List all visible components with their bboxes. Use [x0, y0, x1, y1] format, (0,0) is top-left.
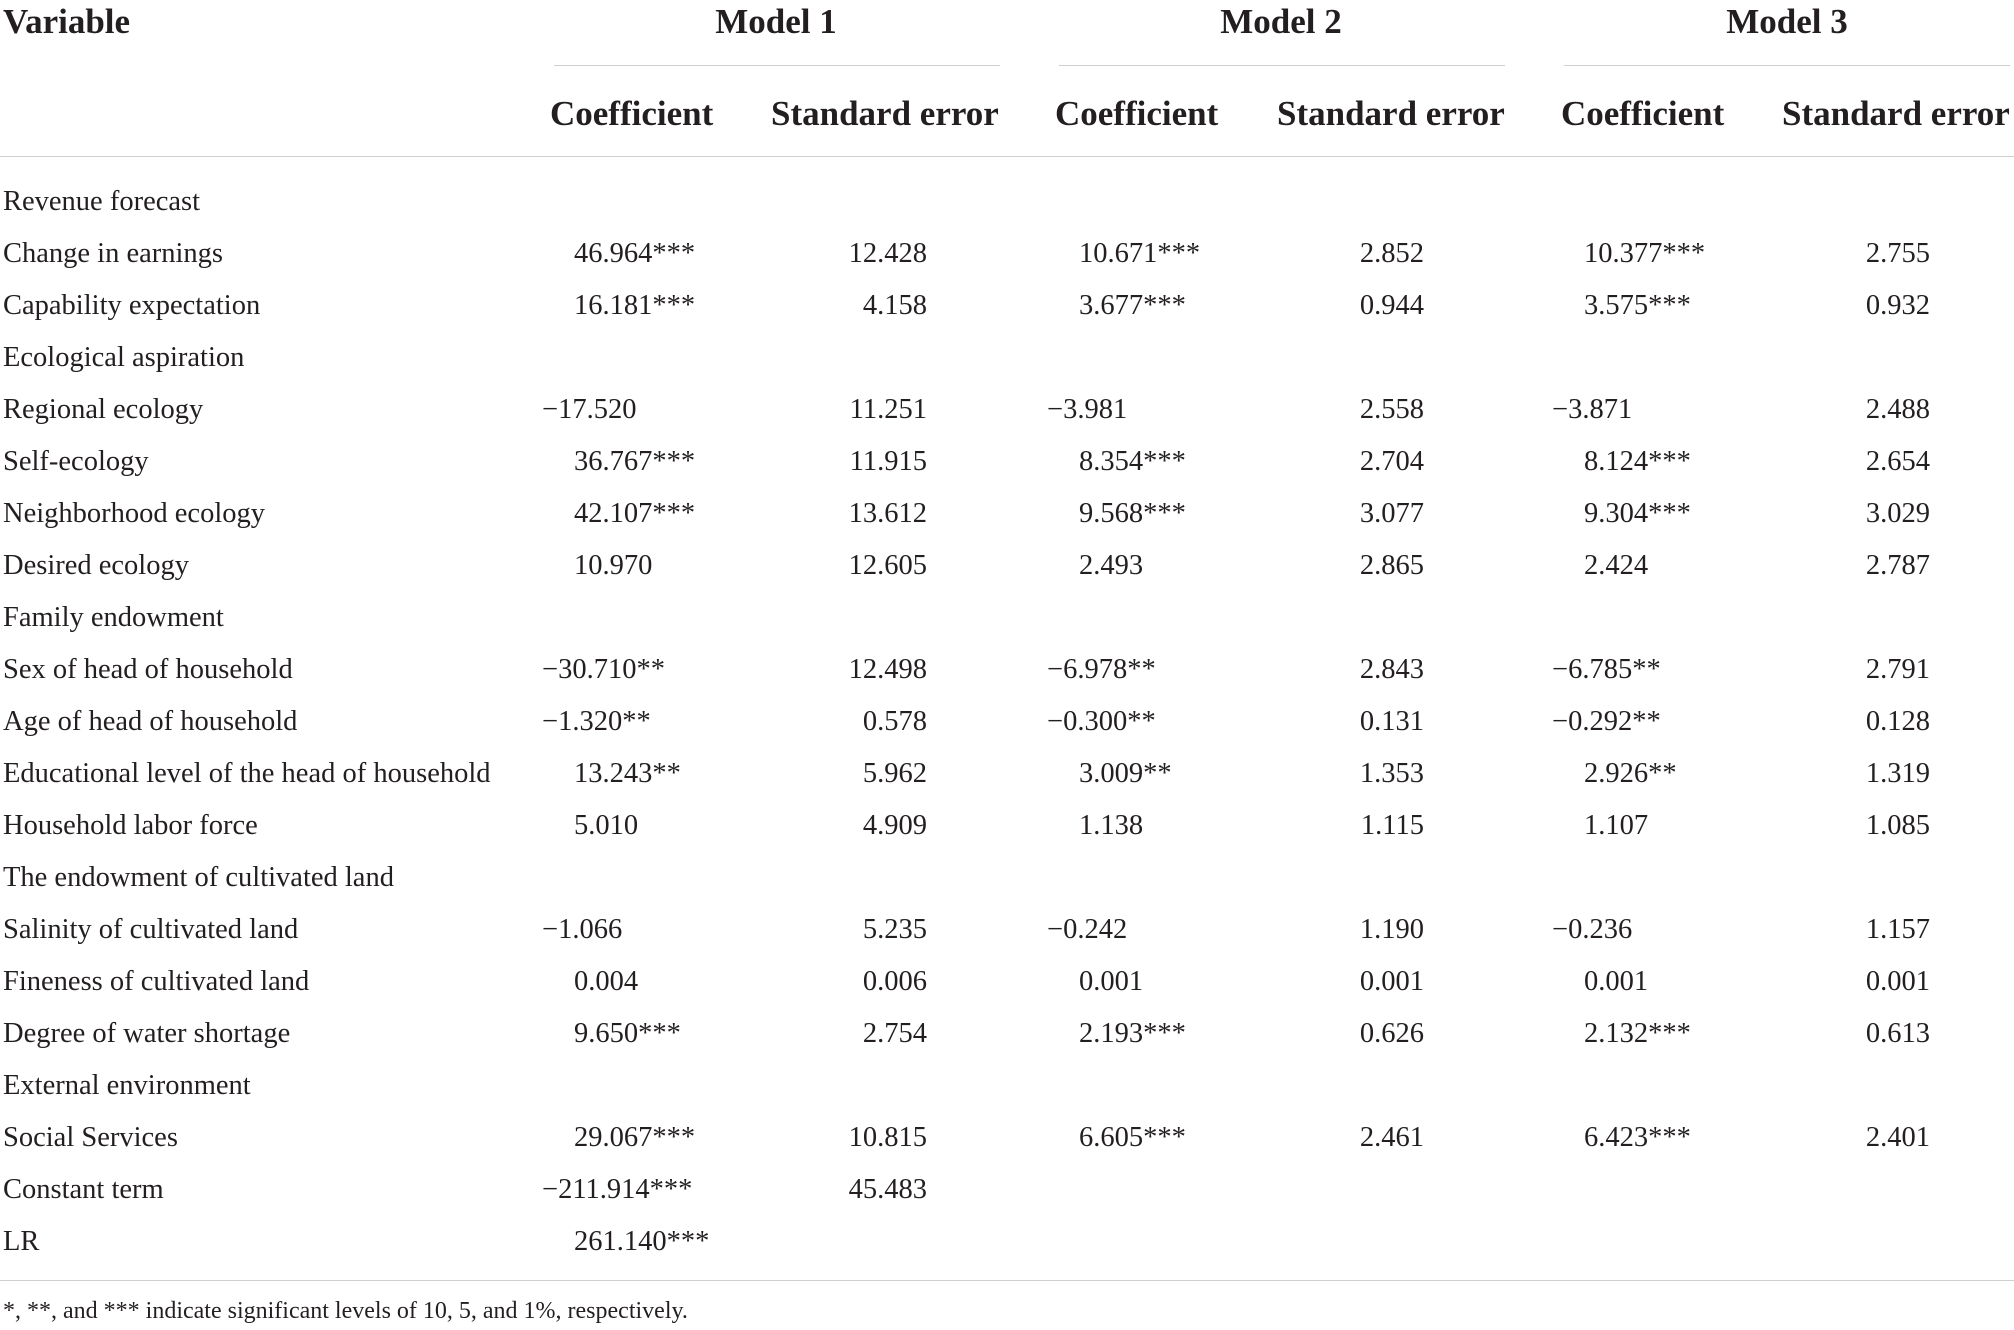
cell-coefficient-1: 9.650***	[574, 1018, 681, 1049]
cell-coefficient-2: −3.981	[1047, 394, 1128, 425]
subheader-coefficient-1: Coefficient	[550, 94, 714, 133]
cell-standard-error-2: 2.558	[1359, 394, 1424, 425]
cell-coefficient-3: 8.124***	[1584, 446, 1691, 477]
variable-header: Variable	[3, 2, 131, 41]
row-label: Desired ecology	[3, 550, 189, 581]
cell-coefficient-3: 2.926**	[1584, 758, 1677, 789]
subheader-coefficient-3: Coefficient	[1561, 94, 1725, 133]
row-label: Fineness of cultivated land	[3, 966, 310, 997]
cell-coefficient-3: 10.377***	[1584, 238, 1706, 269]
cell-standard-error-3: 2.755	[1865, 238, 1930, 269]
cell-coefficient-3: −6.785**	[1552, 654, 1661, 685]
row-label: LR	[3, 1226, 40, 1257]
row-label: Self-ecology	[3, 446, 149, 477]
row-label: Revenue forecast	[3, 186, 201, 217]
cell-standard-error-2: 2.704	[1359, 446, 1424, 477]
model-2-header: Model 2	[1220, 2, 1342, 41]
row-label: The endowment of cultivated land	[3, 862, 394, 893]
cell-coefficient-2: 10.671***	[1079, 238, 1201, 269]
cell-standard-error-1: 0.578	[862, 706, 927, 737]
row-label: Constant term	[3, 1174, 164, 1205]
cell-standard-error-1: 4.909	[862, 810, 927, 841]
row-label: Social Services	[3, 1122, 178, 1153]
row-label: Ecological aspiration	[3, 342, 245, 373]
cell-coefficient-2: 3.677***	[1079, 290, 1186, 321]
cell-standard-error-3: 2.654	[1865, 446, 1930, 477]
cell-standard-error-3: 0.001	[1865, 966, 1930, 997]
subheader-standard-error-1: Standard error	[771, 94, 999, 133]
cell-coefficient-1: 261.140***	[574, 1226, 710, 1257]
row-label: External environment	[3, 1070, 251, 1101]
cell-coefficient-2: 0.001	[1079, 966, 1144, 997]
cell-standard-error-3: 2.791	[1865, 654, 1930, 685]
cell-standard-error-2: 0.944	[1359, 290, 1424, 321]
cell-standard-error-3: 1.157	[1865, 914, 1930, 945]
cell-standard-error-2: 1.115	[1360, 810, 1424, 841]
cell-coefficient-3: 6.423***	[1584, 1122, 1691, 1153]
cell-coefficient-3: 2.424	[1584, 550, 1649, 581]
cell-standard-error-2: 2.865	[1359, 550, 1424, 581]
row-label: Educational level of the head of household	[3, 758, 491, 789]
cell-standard-error-1: 11.915	[849, 446, 927, 477]
cell-coefficient-1: 36.767***	[574, 446, 696, 477]
cell-coefficient-3: 3.575***	[1584, 290, 1691, 321]
cell-coefficient-2: −0.300**	[1047, 706, 1156, 737]
cell-standard-error-1: 45.483	[848, 1174, 927, 1205]
cell-coefficient-1: 13.243**	[574, 758, 681, 789]
model-3-header: Model 3	[1726, 2, 1848, 41]
row-label: Change in earnings	[3, 238, 224, 269]
footnote: *, **, and *** indicate significant levels of 10, 5, and 1%, respectively.	[3, 1298, 688, 1324]
cell-standard-error-1: 12.428	[848, 238, 927, 269]
row-label: Regional ecology	[3, 394, 204, 425]
cell-coefficient-2: −6.978**	[1047, 654, 1156, 685]
cell-coefficient-1: 16.181***	[574, 290, 696, 321]
cell-standard-error-1: 2.754	[862, 1018, 927, 1049]
cell-coefficient-3: −0.236	[1552, 914, 1633, 945]
cell-standard-error-1: 13.612	[848, 498, 927, 529]
cell-standard-error-2: 2.461	[1359, 1122, 1424, 1153]
cell-coefficient-2: 2.193***	[1079, 1018, 1186, 1049]
model-1-rule	[554, 65, 1000, 66]
cell-standard-error-3: 2.401	[1865, 1122, 1930, 1153]
cell-coefficient-1: 42.107***	[574, 498, 696, 529]
cell-standard-error-3: 2.488	[1865, 394, 1930, 425]
cell-coefficient-3: −3.871	[1552, 394, 1633, 425]
row-label: Family endowment	[3, 602, 224, 633]
cell-standard-error-1: 12.605	[848, 550, 927, 581]
cell-standard-error-2: 0.626	[1359, 1018, 1424, 1049]
cell-coefficient-2: −0.242	[1047, 914, 1128, 945]
cell-coefficient-1: −1.320**	[542, 706, 651, 737]
subheader-standard-error-2: Standard error	[1277, 94, 1505, 133]
cell-standard-error-2: 0.131	[1359, 706, 1424, 737]
table-bottom-rule	[0, 1280, 2014, 1281]
model-3-rule	[1564, 65, 2010, 66]
cell-coefficient-1: −1.066	[542, 914, 623, 945]
cell-coefficient-1: −211.914***	[542, 1174, 693, 1205]
cell-standard-error-1: 10.815	[848, 1122, 927, 1153]
cell-standard-error-2: 2.852	[1359, 238, 1424, 269]
cell-standard-error-1: 4.158	[862, 290, 927, 321]
row-label: Salinity of cultivated land	[3, 914, 299, 945]
cell-standard-error-1: 12.498	[848, 654, 927, 685]
cell-standard-error-2: 1.353	[1359, 758, 1424, 789]
cell-standard-error-3: 0.613	[1865, 1018, 1930, 1049]
cell-coefficient-3: 9.304***	[1584, 498, 1691, 529]
cell-coefficient-2: 6.605***	[1079, 1122, 1186, 1153]
cell-standard-error-2: 1.190	[1359, 914, 1424, 945]
cell-standard-error-3: 1.319	[1865, 758, 1930, 789]
cell-coefficient-3: −0.292**	[1552, 706, 1661, 737]
row-label: Household labor force	[3, 810, 258, 841]
cell-coefficient-3: 0.001	[1584, 966, 1649, 997]
cell-coefficient-2: 8.354***	[1079, 446, 1186, 477]
cell-standard-error-1: 5.235	[862, 914, 927, 945]
cell-standard-error-2: 0.001	[1359, 966, 1424, 997]
row-label: Capability expectation	[3, 290, 261, 321]
row-label: Degree of water shortage	[3, 1018, 291, 1049]
row-label: Sex of head of household	[3, 654, 293, 685]
cell-coefficient-3: 2.132***	[1584, 1018, 1691, 1049]
cell-coefficient-1: 10.970	[574, 550, 653, 581]
cell-coefficient-2: 9.568***	[1079, 498, 1186, 529]
subheader-coefficient-2: Coefficient	[1055, 94, 1219, 133]
cell-coefficient-1: −30.710**	[542, 654, 665, 685]
cell-coefficient-1: 5.010	[574, 810, 639, 841]
row-label: Neighborhood ecology	[3, 498, 265, 529]
cell-coefficient-1: 0.004	[574, 966, 639, 997]
cell-standard-error-2: 2.843	[1359, 654, 1424, 685]
cell-coefficient-3: 1.107	[1584, 810, 1649, 841]
cell-standard-error-3: 1.085	[1865, 810, 1930, 841]
cell-coefficient-2: 3.009**	[1079, 758, 1172, 789]
cell-coefficient-1: 29.067***	[574, 1122, 696, 1153]
cell-coefficient-2: 1.138	[1079, 810, 1144, 841]
cell-standard-error-1: 0.006	[862, 966, 927, 997]
cell-standard-error-3: 2.787	[1865, 550, 1930, 581]
cell-standard-error-1: 5.962	[862, 758, 927, 789]
cell-standard-error-3: 0.128	[1865, 706, 1930, 737]
cell-standard-error-1: 11.251	[849, 394, 927, 425]
cell-standard-error-3: 0.932	[1865, 290, 1930, 321]
model-2-rule	[1059, 65, 1505, 66]
header-bottom-rule	[0, 156, 2014, 157]
cell-standard-error-2: 3.077	[1359, 498, 1424, 529]
cell-coefficient-1: −17.520	[542, 394, 637, 425]
cell-standard-error-3: 3.029	[1865, 498, 1930, 529]
model-1-header: Model 1	[715, 2, 837, 41]
cell-coefficient-2: 2.493	[1079, 550, 1144, 581]
cell-coefficient-1: 46.964***	[574, 238, 696, 269]
subheader-standard-error-3: Standard error	[1782, 94, 2010, 133]
row-label: Age of head of household	[3, 706, 298, 737]
